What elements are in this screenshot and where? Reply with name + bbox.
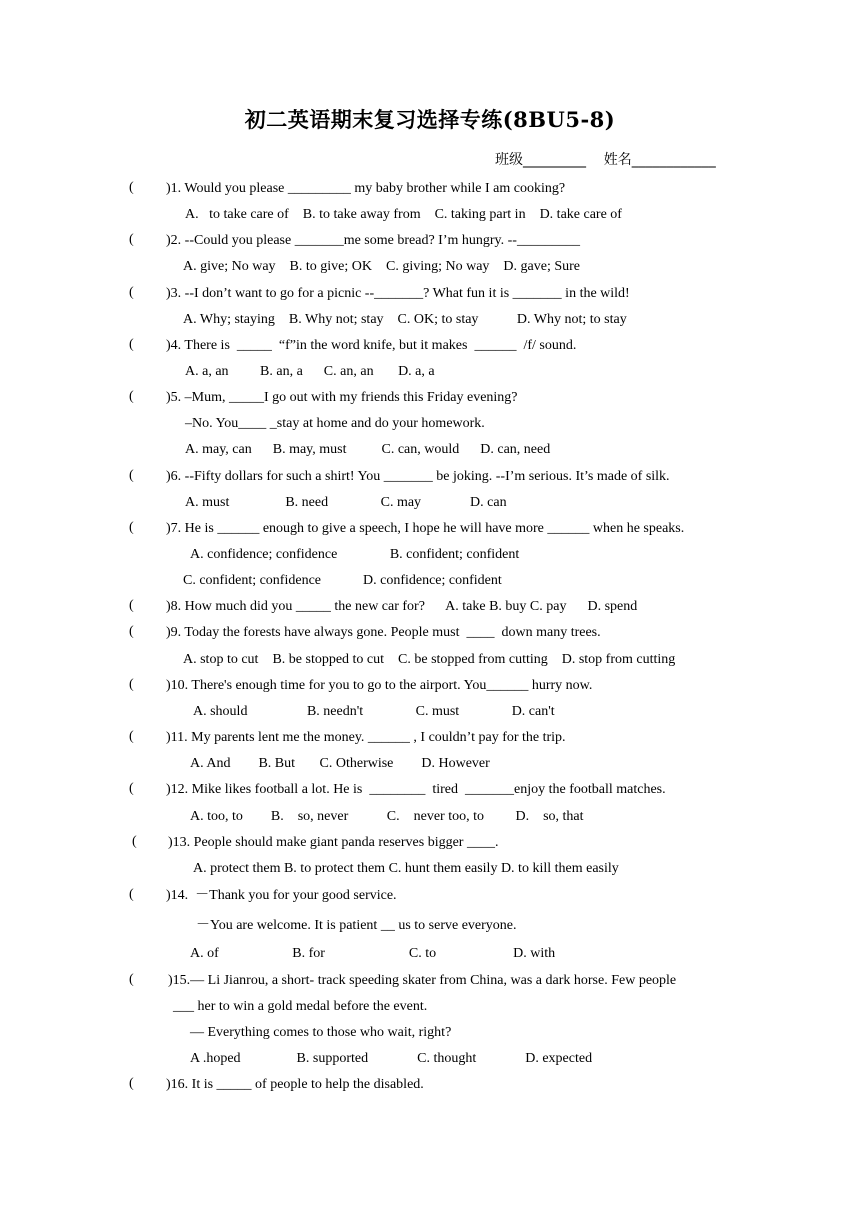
answer-paren: ( — [129, 972, 134, 987]
question-13: )13. People should make giant panda reserves bigger ____. — [168, 835, 499, 850]
worksheet-title: 初二英语期末复习选择专练(8BU5-8) — [244, 107, 616, 132]
question-14: )14. －Thank you for your good service. — [166, 888, 397, 903]
question-7-options-1: A. confidence; confidence B. confident; confident — [190, 547, 520, 562]
question-2: )2. --Could you please _______me some bread? I’m hungry. --_________ — [166, 233, 580, 248]
question-12-options: A. too, to B. so, never C. never too, to D. so, that — [190, 809, 584, 824]
question-16: )16. It is _____ of people to help the disabled. — [166, 1077, 424, 1092]
question-6: )6. --Fifty dollars for such a shirt! You _______ be joking. --I’m serious. It’s made of silk. — [166, 469, 670, 484]
answer-paren: ( — [129, 285, 134, 300]
question-8: )8. How much did you _____ the new car for? A. take B. buy C. pay D. spend — [166, 599, 638, 614]
question-11-options: A. And B. But C. Otherwise D. However — [190, 756, 490, 771]
answer-paren: ( — [129, 1076, 134, 1091]
answer-paren: ( — [129, 781, 134, 796]
question-5-dialogue: –No. You____ _stay at home and do your homework. — [185, 416, 485, 431]
question-4: )4. There is _____ “f”in the word knife, but it makes ______ /f/ sound. — [166, 338, 577, 353]
question-4-options: A. a, an B. an, a C. an, an D. a, a — [185, 364, 435, 379]
question-3: )3. --I don’t want to go for a picnic --_______? What fun it is _______ in the wild! — [166, 286, 630, 301]
answer-paren: ( — [129, 887, 134, 902]
question-9-options: A. stop to cut B. be stopped to cut C. be stopped from cutting D. stop from cutting — [183, 652, 676, 667]
question-15-options: A .hoped B. supported C. thought D. expected — [190, 1051, 593, 1066]
question-10-options: A. should B. needn't C. must D. can't — [193, 704, 555, 719]
answer-paren: ( — [129, 677, 134, 692]
question-6-options: A. must B. need C. may D. can — [185, 495, 507, 510]
answer-paren: ( — [129, 389, 134, 404]
answer-paren: ( — [129, 598, 134, 613]
question-7: )7. He is ______ enough to give a speech, I hope he will have more ______ when he speaks. — [166, 521, 685, 536]
answer-paren: ( — [129, 337, 134, 352]
answer-paren: ( — [129, 729, 134, 744]
question-13-options: A. protect them B. to protect them C. hunt them easily D. to kill them easily — [193, 861, 619, 876]
answer-paren: ( — [132, 834, 137, 849]
answer-paren: ( — [129, 180, 134, 195]
question-11: )11. My parents lent me the money. ______ , I couldn’t pay for the trip. — [166, 730, 566, 745]
question-3-options: A. Why; staying B. Why not; stay C. OK; to stay D. Why not; to stay — [183, 312, 627, 327]
answer-paren: ( — [129, 468, 134, 483]
question-1: )1. Would you please _________ my baby brother while I am cooking? — [166, 181, 566, 196]
question-2-options: A. give; No way B. to give; OK C. giving; No way D. gave; Sure — [183, 259, 581, 274]
answer-paren: ( — [129, 232, 134, 247]
question-7-options-2: C. confident; confidence D. confidence; confident — [183, 573, 502, 588]
question-9: )9. Today the forests have always gone. People must ____ down many trees. — [166, 625, 601, 640]
question-10: )10. There's enough time for you to go to the airport. You______ hurry now. — [166, 678, 593, 693]
question-15: )15.— Li Jianrou, a short- track speeding skater from China, was a dark horse. Few people — [168, 973, 677, 988]
question-15-continued: ___ her to win a gold medal before the event. — [173, 999, 428, 1014]
question-5-options: A. may, can B. may, must C. can, would D. can, need — [185, 442, 551, 457]
question-15-dialogue: — Everything comes to those who wait, right? — [190, 1025, 452, 1040]
class-name-fields: 班级_________ 姓名____________ — [495, 152, 716, 168]
question-5: )5. –Mum, _____I go out with my friends this Friday evening? — [166, 390, 518, 405]
question-1-options: A. to take care of B. to take away from C. taking part in D. take care of — [185, 207, 622, 222]
question-14-options: A. of B. for C. to D. with — [190, 946, 556, 961]
answer-paren: ( — [129, 520, 134, 535]
question-14-dialogue: －You are welcome. It is patient __ us to serve everyone. — [196, 918, 517, 933]
question-12: )12. Mike likes football a lot. He is ________ tired _______enjoy the football matches. — [166, 782, 666, 797]
answer-paren: ( — [129, 624, 134, 639]
